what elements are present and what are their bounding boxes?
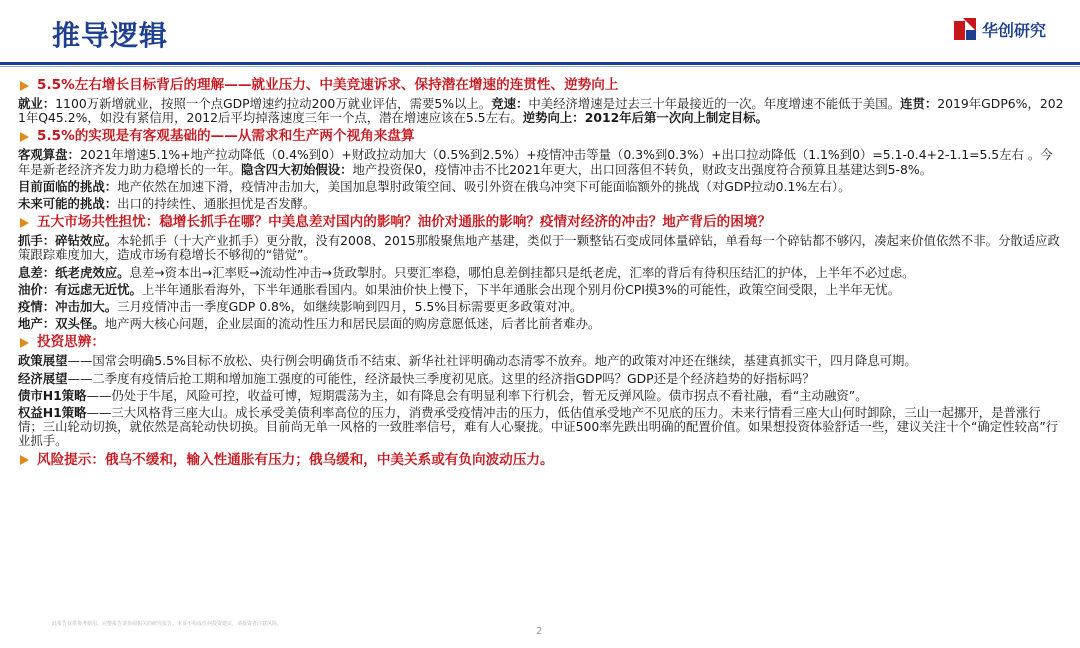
paragraph-bond-strategy xyxy=(18,389,1064,403)
body-text: 上半年通胀看海外，下半年通胀看国内。如果油价快上慢下，下半年通胀会出现个别月份CPI摸3%的可能性，政策空间受限，上半年无忧。 xyxy=(141,281,900,297)
paragraph-equity-strategy xyxy=(18,406,1064,449)
term-label: 经济展望 xyxy=(18,370,68,386)
heading-text: 5.5%的实现是有客观基础的——从需求和生产两个视角来盘算 xyxy=(37,128,415,145)
section-heading-growth-target xyxy=(18,77,1064,94)
body-text: 2021年增速5.1%+地产拉动降低（0.4%到0）+财政拉动加大（0.5%到2.5%）+疫情冲击等量（0.3%到0.3%）+出口拉动降低（1.1%到0）=5.1-0.4+2-1.1=5.5左右 。今年是新老经济齐发力助力稳增长的一年。 xyxy=(18,147,1053,177)
body-text: 本轮抓手（十大产业抓手）更分散，没有2008、2015那般聚焦地产基建，类似于一颗整钻石变成同体量碎钻，单看每一个碎钻都不够闪，凑起来价值依然不非。分散适应政策跟踪难度加大，造成市场有稳增长不够彻的“错觉”。 xyxy=(18,233,1060,263)
page-number: 2 xyxy=(536,626,543,637)
arrow-bullet-icon xyxy=(20,81,29,91)
body-text: 地产依然在加速下滑，疫情冲击加大，美国加息掣肘政策空间、吸引外资在俄乌冲突下可能面临额外的挑战（对GDP拉动0.1%左右）。 xyxy=(117,178,851,194)
heading-text: 风险提示：俄乌不缓和，输入性通胀有压力；俄乌缓和，中美关系或有负向波动压力。 xyxy=(37,451,554,468)
paragraph-oil xyxy=(18,283,1064,297)
term-label: 疫情：冲击加大。 xyxy=(18,299,118,315)
footer-disclaimer: 此报告仅供参考使用，完整报告请参阅相关的研究报告。本页不构成任何投资建议，请投资者注意风险。 xyxy=(52,621,283,627)
body-text: 1100万新增就业，按照一个点GDP增速约拉动200万就业评估，需要5%以上。 xyxy=(55,96,492,111)
heading-text: 5.5%左右增长目标背后的理解——就业压力、中美竞速诉求、保持潜在增速的连贯性、逆势向上 xyxy=(37,77,619,93)
body-text: ——仍处于牛尾，风险可控，收益可博，短期震荡为主，如有降息会有明显利率下行机会，暂无反弹风险。债市拐点不看社融，看“主动融资”。 xyxy=(86,387,868,403)
arrow-bullet-icon xyxy=(20,218,29,228)
term-label: 政策展望 xyxy=(18,353,68,369)
paragraph-growth-target xyxy=(18,97,1064,125)
paragraph-current-challenges xyxy=(18,180,1064,194)
body-text: 中美经济增速是过去三十年最接近的一次。年度增速不能低于美国。 xyxy=(528,96,901,111)
term-label: 就业： xyxy=(18,96,56,111)
logo-text: 华创研究 xyxy=(981,20,1046,40)
paragraph-lever xyxy=(18,234,1064,262)
body-text: 三月疫情冲击一季度GDP 0.8%，如继续影响到四月，5.5%目标需要更多政策对冲。 xyxy=(117,299,583,315)
arrow-bullet-icon xyxy=(20,455,29,465)
term-label: 未来可能的挑战： xyxy=(18,196,118,212)
paragraph-spread xyxy=(18,266,1064,280)
paragraph-property xyxy=(18,317,1064,331)
paragraph-epidemic xyxy=(18,300,1064,314)
term-label: 客观算盘： xyxy=(18,147,80,163)
body-text: 2019年GDP6%，2021年Q45.2%，如没有紧信用，2012后平均掉落速度三年一个点，潜在增速应该在5.5左右。 xyxy=(18,96,1064,126)
header-divider-thin xyxy=(0,66,1080,67)
section-heading-market-concerns xyxy=(18,214,1064,231)
arrow-bullet-icon xyxy=(20,338,29,348)
term-label: 目前面临的挑战： xyxy=(18,178,118,194)
arrow-bullet-icon xyxy=(20,132,29,142)
body-text: ——二季度有疫情后抢工期和增加施工强度的可能性，经济最快三季度初见底。这里的经济指GDP吗？GDP还是个经济趋势的好指标吗？ xyxy=(67,370,815,386)
term-label: 抓手：碎钻效应。 xyxy=(18,233,118,249)
paragraph-economy-outlook xyxy=(18,372,1064,386)
company-logo xyxy=(954,16,1046,42)
body-text: 地产两大核心问题，企业层面的流动性压力和居民层面的购房意愿低迷，后者比前者难办。 xyxy=(104,316,601,332)
body-text: 地产投资保0，疫情冲击不比2021年更大，出口回落但不转负，财政支出强度符合预算且基建达到5-8%。 xyxy=(352,161,932,177)
term-label: 逆势向上：2012年后第一次向上制定目标。 xyxy=(522,110,768,126)
term-label: 连贯： xyxy=(900,96,938,111)
section-heading-risk xyxy=(18,452,1064,469)
logo-mark-icon xyxy=(954,18,976,40)
body-text: ——三大风格背三座大山。成长承受美债利率高位的压力，消费承受疫情冲击的压力，低估值承受地产不见底的压力。未来行情看三座大山何时卸除，三山一起挪开，是普涨行情；三山轮动切换，就依然是高轮动快切换。目前尚无单一风格的一致胜率信号，难有人心聚拢。中证500率先跌出明确的配置价值。如果想投资体验舒适一些，建议关注十个“确定性较高”行业抓手。 xyxy=(18,405,1059,449)
paragraph-objective-calc xyxy=(18,148,1064,176)
body-text: 出口的持续性、通胀担忧是否发酵。 xyxy=(117,196,316,212)
paragraph-future-challenges xyxy=(18,197,1064,211)
term-label: 地产：双头怪。 xyxy=(18,316,105,332)
slide-header xyxy=(0,0,1080,66)
section-heading-investment xyxy=(18,334,1064,351)
slide-title: 推导逻辑 xyxy=(52,19,169,52)
header-divider xyxy=(0,62,1080,65)
term-label: 债市H1策略 xyxy=(18,387,87,403)
term-label: 油价：有远虑无近忧。 xyxy=(18,281,142,297)
term-label: 息差：纸老虎效应。 xyxy=(18,264,130,280)
body-text: ——国常会明确5.5%目标不放松、央行例会明确货币不结束、新华社社评明确动态清零不放弃。地产的政策对冲还在继续，基建真抓实干，四月降息可期。 xyxy=(67,353,917,369)
body-text: 息差→资本出→汇率贬→流动性冲击→货政掣肘。只要汇率稳，哪怕息差倒挂都只是纸老虎，汇率的背后有待积压结汇的护体，上半年不必过虑。 xyxy=(129,264,915,280)
term-label: 权益H1策略 xyxy=(18,405,87,421)
paragraph-policy-outlook xyxy=(18,354,1064,368)
section-heading-objective-basis xyxy=(18,128,1064,145)
slide-body xyxy=(18,76,1064,472)
term-label: 竞速： xyxy=(491,96,529,111)
heading-text: 投资思辨： xyxy=(37,334,105,351)
heading-text: 五大市场共性担忧：稳增长抓手在哪？中美息差对国内的影响？油价对通胀的影响？疫情对经济的冲击？地产背后的困境？ xyxy=(37,214,772,231)
term-label: 隐含四大初始假设： xyxy=(241,161,353,177)
